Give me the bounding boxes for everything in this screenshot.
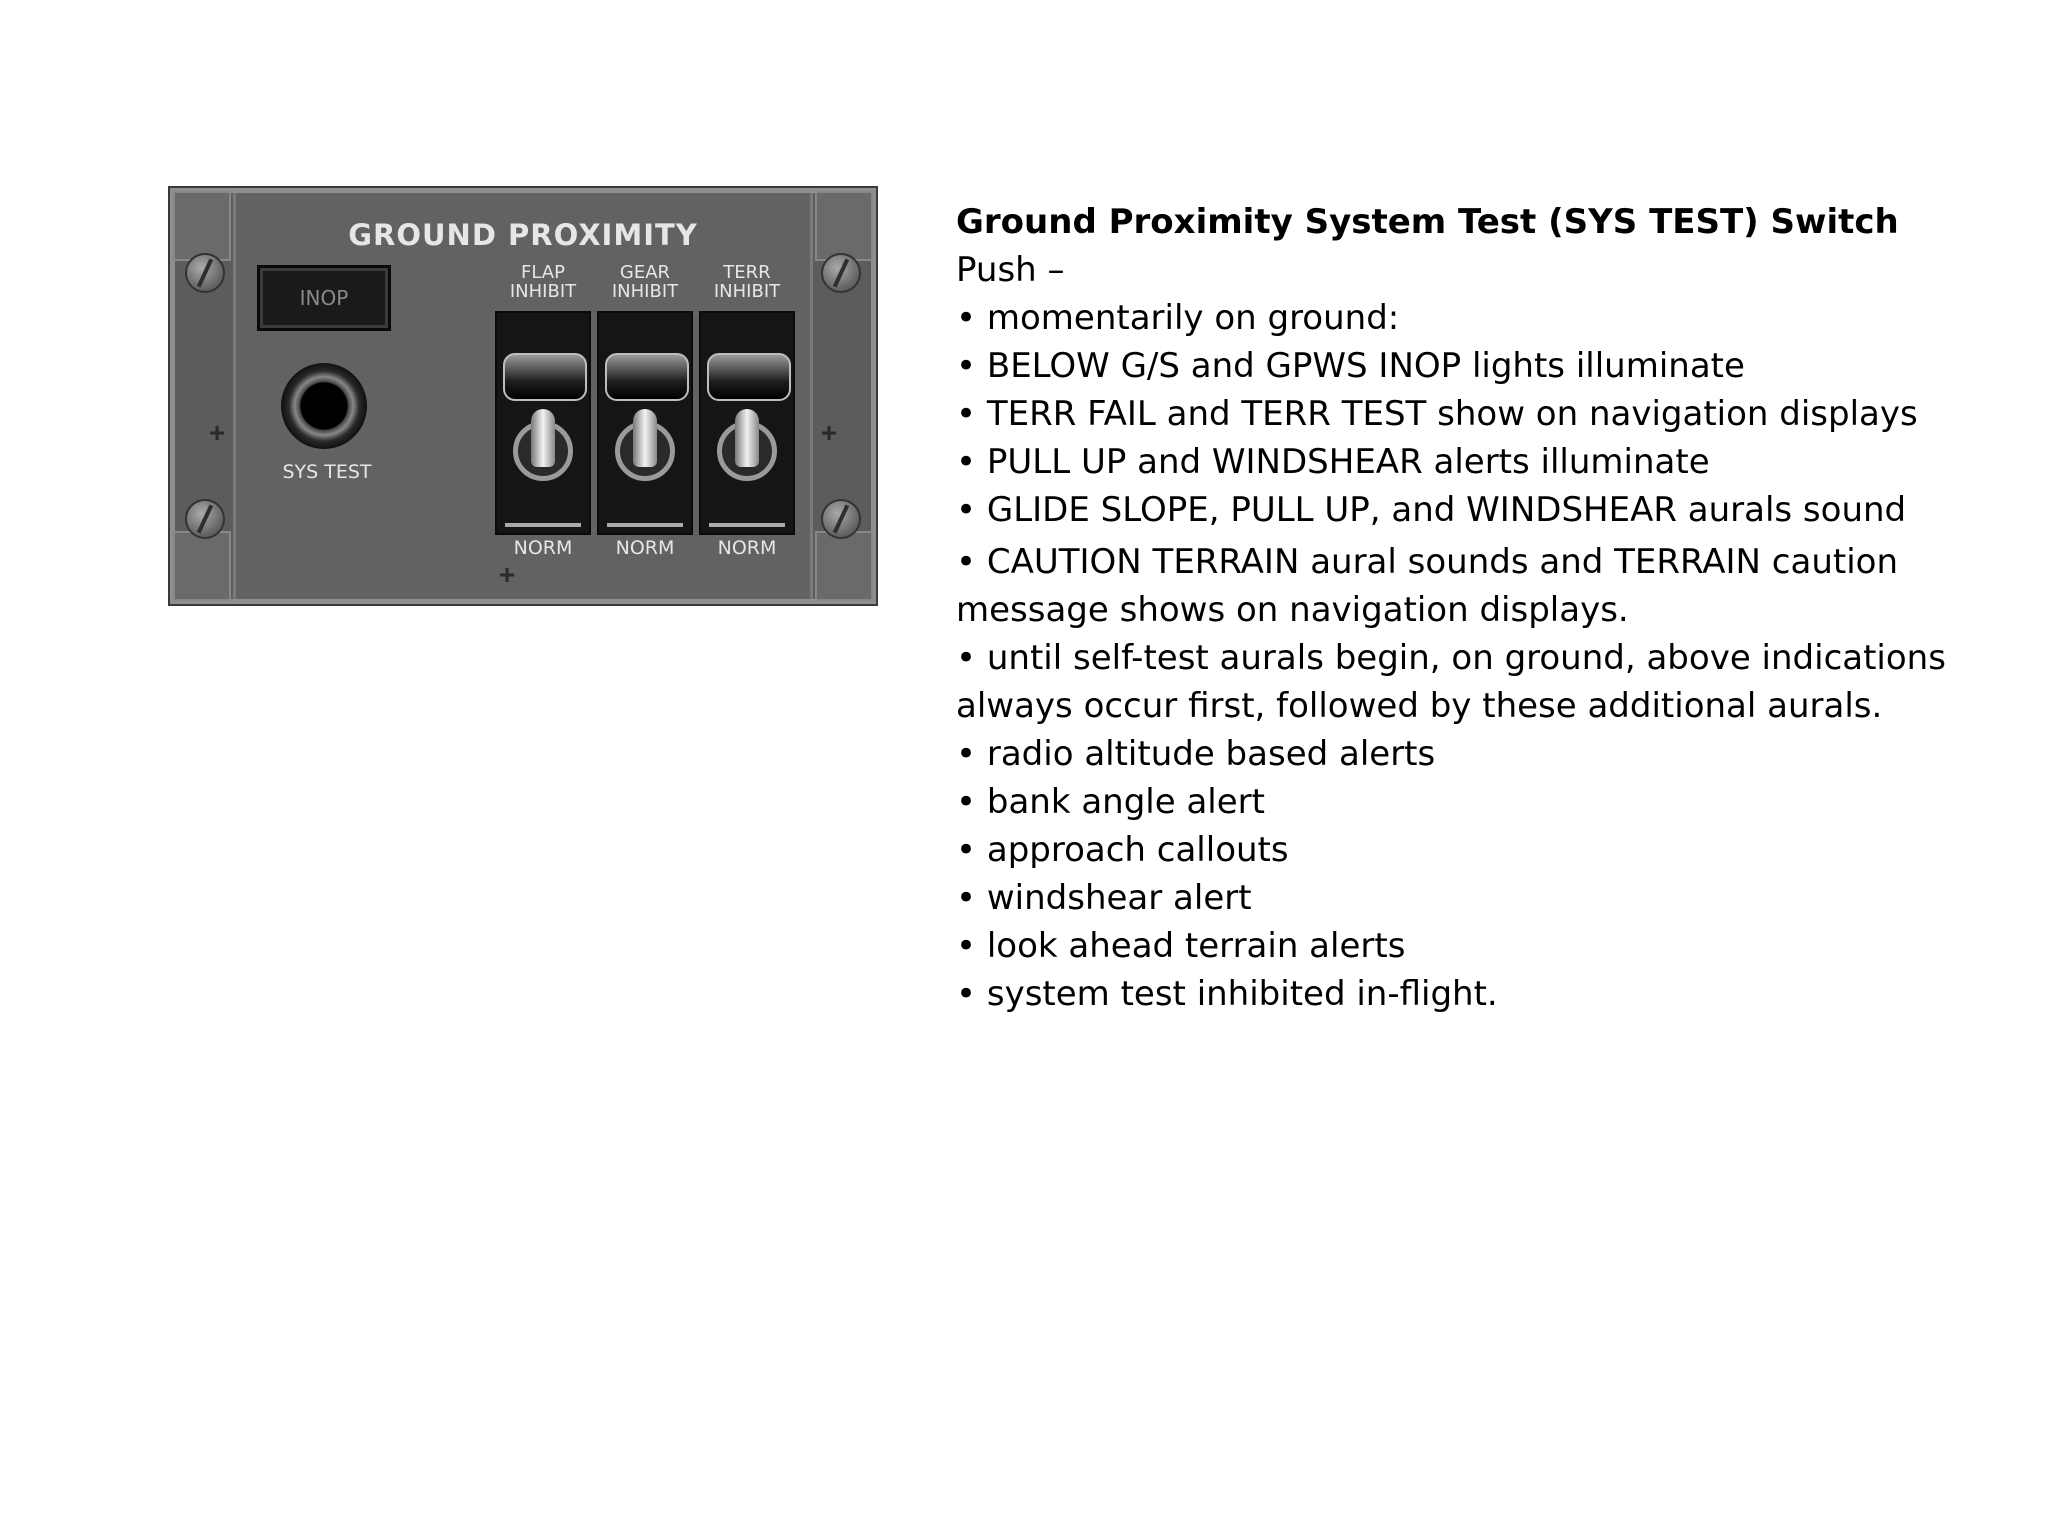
ground-proximity-panel (170, 188, 876, 604)
switch-position-label: NORM (513, 537, 573, 559)
switch-guard-cap[interactable] (503, 353, 587, 401)
description-line: • CAUTION TERRAIN aural sounds and TERRAIN caution (956, 542, 1898, 582)
mount-plus-icon: + (208, 417, 226, 448)
switch-guard-cap[interactable] (605, 353, 689, 401)
description-subtitle: Push – (956, 250, 1065, 290)
description-line: • TERR FAIL and TERR TEST show on navigation displays (956, 394, 1918, 434)
description-line: • GLIDE SLOPE, PULL UP, and WINDSHEAR aurals sound (956, 490, 1907, 530)
description-line: • until self-test aurals begin, on ground, above indications (956, 638, 1946, 678)
switch-label-bottom: INHIBIT (611, 281, 679, 302)
switch-label-top: TERR (723, 262, 771, 283)
description-line: • windshear alert (956, 878, 1252, 918)
panel-corner-tab (815, 531, 873, 601)
mount-plus-icon: + (820, 417, 838, 448)
description-title: Ground Proximity System Test (SYS TEST) Switch (956, 202, 1899, 242)
guard-foot (607, 523, 683, 533)
inop-light: INOP (257, 265, 391, 331)
description-line: always occur first, followed by these additional aurals. (956, 686, 1883, 726)
toggle-lever-icon[interactable] (531, 409, 555, 467)
description-line: • system test inhibited in-flight. (956, 974, 1498, 1014)
description-line: • momentarily on ground: (956, 298, 1400, 338)
panel-corner-tab (173, 531, 231, 601)
panel-title: GROUND PROXIMITY (348, 218, 698, 252)
description-line: • radio altitude based alerts (956, 734, 1436, 774)
mount-plus-icon: + (498, 559, 516, 590)
sys-test-label: SYS TEST (282, 461, 372, 483)
screw-icon (821, 253, 861, 293)
switch-label-bottom: INHIBIT (713, 281, 781, 302)
guard-foot (709, 523, 785, 533)
toggle-lever-icon[interactable] (633, 409, 657, 467)
description-line: • BELOW G/S and GPWS INOP lights illuminate (956, 346, 1745, 386)
guard-foot (505, 523, 581, 533)
gear-inhibit-switch[interactable] (597, 311, 693, 535)
description-line: • bank angle alert (956, 782, 1265, 822)
description-line: • approach callouts (956, 830, 1289, 870)
screw-icon (185, 253, 225, 293)
switch-position-label: NORM (615, 537, 675, 559)
flap-inhibit-switch[interactable] (495, 311, 591, 535)
toggle-lever-icon[interactable] (735, 409, 759, 467)
description-line: message shows on navigation displays. (956, 590, 1629, 630)
switch-label-bottom: INHIBIT (509, 281, 577, 302)
switch-position-label: NORM (717, 537, 777, 559)
description-line: • look ahead terrain alerts (956, 926, 1406, 966)
description-text (956, 198, 2016, 1018)
switch-label-top: GEAR (619, 262, 671, 283)
terr-inhibit-label (699, 263, 795, 301)
switch-label-top: FLAP (521, 262, 565, 283)
terr-inhibit-switch[interactable] (699, 311, 795, 535)
gear-inhibit-label (597, 263, 693, 301)
sys-test-button[interactable] (281, 363, 367, 449)
screw-icon (185, 499, 225, 539)
screw-icon (821, 499, 861, 539)
switch-guard-cap[interactable] (707, 353, 791, 401)
flap-inhibit-label (495, 263, 591, 301)
description-line: • PULL UP and WINDSHEAR alerts illuminate (956, 442, 1710, 482)
